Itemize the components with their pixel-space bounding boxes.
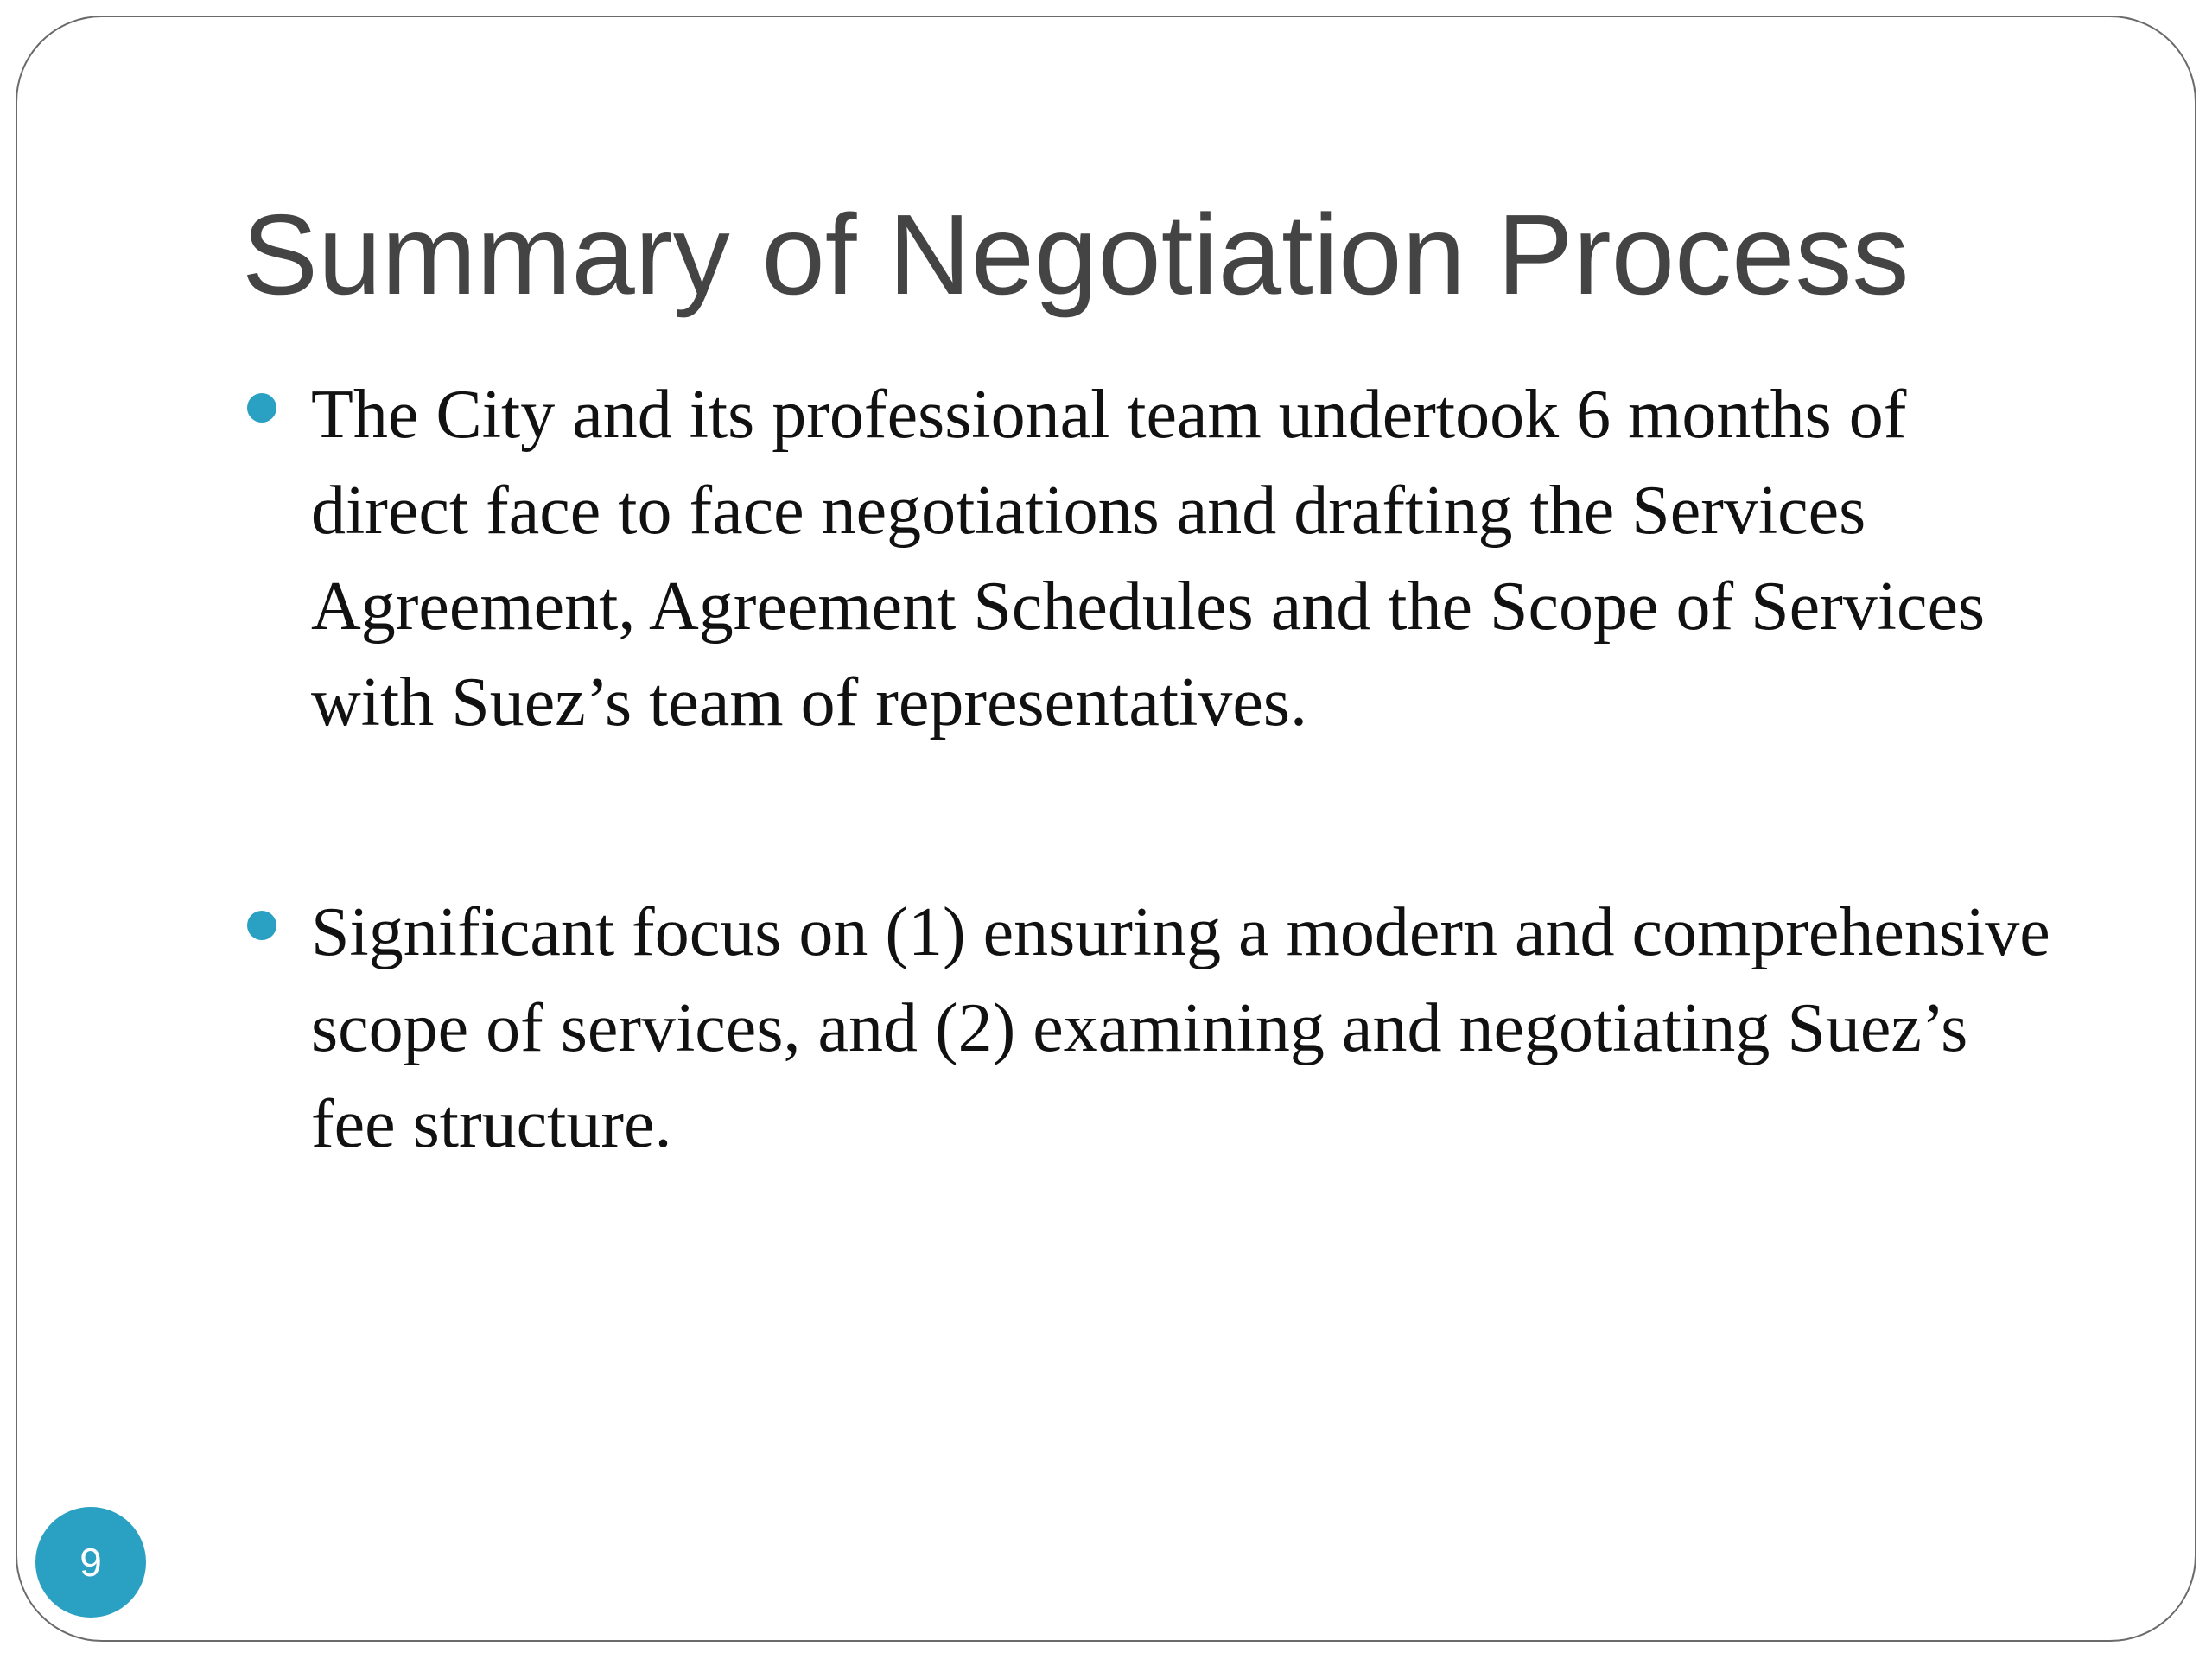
bullet-list xyxy=(242,367,2065,1173)
page-number-badge: 9 xyxy=(35,1507,146,1618)
bullet-item xyxy=(242,885,2065,1173)
bullet-item xyxy=(242,367,2065,751)
bullet-text: The City and its professional team undertook 6 months of direct face to face negotiations and drafting the Services Agreement, Agreement Schedules and the Scope of Services with Suez’s team of representatives. xyxy=(311,377,1986,741)
bullet-text: Significant focus on (1) ensuring a modern and comprehensive scope of services, and (2) examining and negotiating Suez’s fee structure. xyxy=(311,894,2050,1162)
slide-title: Summary of Negotiation Process xyxy=(242,191,1910,318)
bullet-dot-icon xyxy=(247,911,276,940)
bullet-dot-icon xyxy=(247,393,276,423)
